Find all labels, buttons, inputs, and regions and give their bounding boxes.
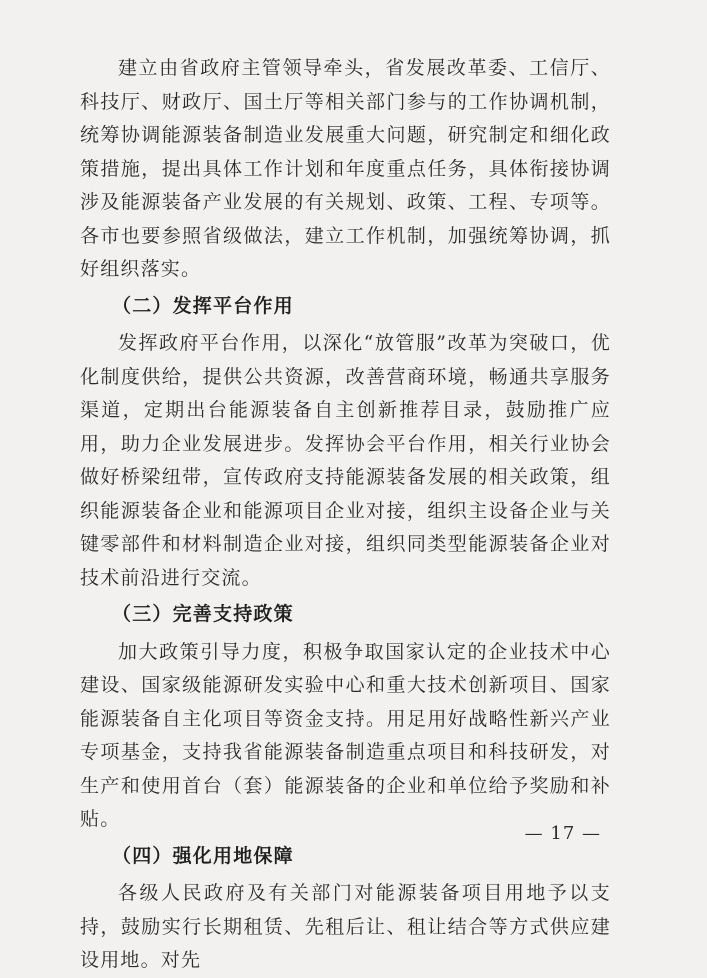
section-heading-land: （四）强化用地保障 [112, 844, 294, 867]
section-heading-policy: （三）完善支持政策 [112, 603, 294, 625]
section-heading-platform: （二）发挥平台作用 [112, 294, 294, 317]
paragraph-land: 各级人民政府及有关部门对能源装备项目用地予以支持，鼓励实行长期租赁、先租后让、租让结合等方式供应建设用地。对先 [80, 882, 611, 971]
paragraph-coordination: 建立由省政府主管领导牵头，省发展改革委、工信厅、科技厅、财政厅、国土厅等相关部门参与的工作协调机制，统筹协调能源装备制造业发展重大问题，研究制定和细化政策措施，提出具体工作计划和年度重点任务，具体衔接协调涉及能源装备产业发展的有关规划、政策、工程、专项等。各市也要参照省级做法，建立工作机制，加强统筹协调，抓好组织落实。 [80, 57, 611, 280]
page-number: — 17 — [524, 823, 601, 844]
paragraph-policy: 加大政策引导力度，积极争取国家认定的企业技术中心建设、国家级能源研发实验中心和重大技术创新项目、国家能源装备自主化项目等资金支持。用足用好战略性新兴产业专项基金，支持我省能源装备制造重点项目和科技研发，对生产和使用首台（套）能源装备的企业和单位给予奖励和补贴。 [80, 640, 611, 830]
paragraph-platform: 发挥政府平台作用，以深化“放管服”改革为突破口，优化制度供给，提供公共资源，改善营商环境，畅通共享服务渠道，定期出台能源装备自主创新推荐目录，鼓励推广应用，助力企业发展进步。发挥协会平台作用，相关行业协会做好桥梁纽带，宣传政府支持能源装备发展的相关政策，组织能源装备企业和能源项目企业对接，组织主设备企业与关键零部件和材料制造企业对接，组织同类型能源装备企业对技术前沿进行交流。 [80, 332, 611, 589]
